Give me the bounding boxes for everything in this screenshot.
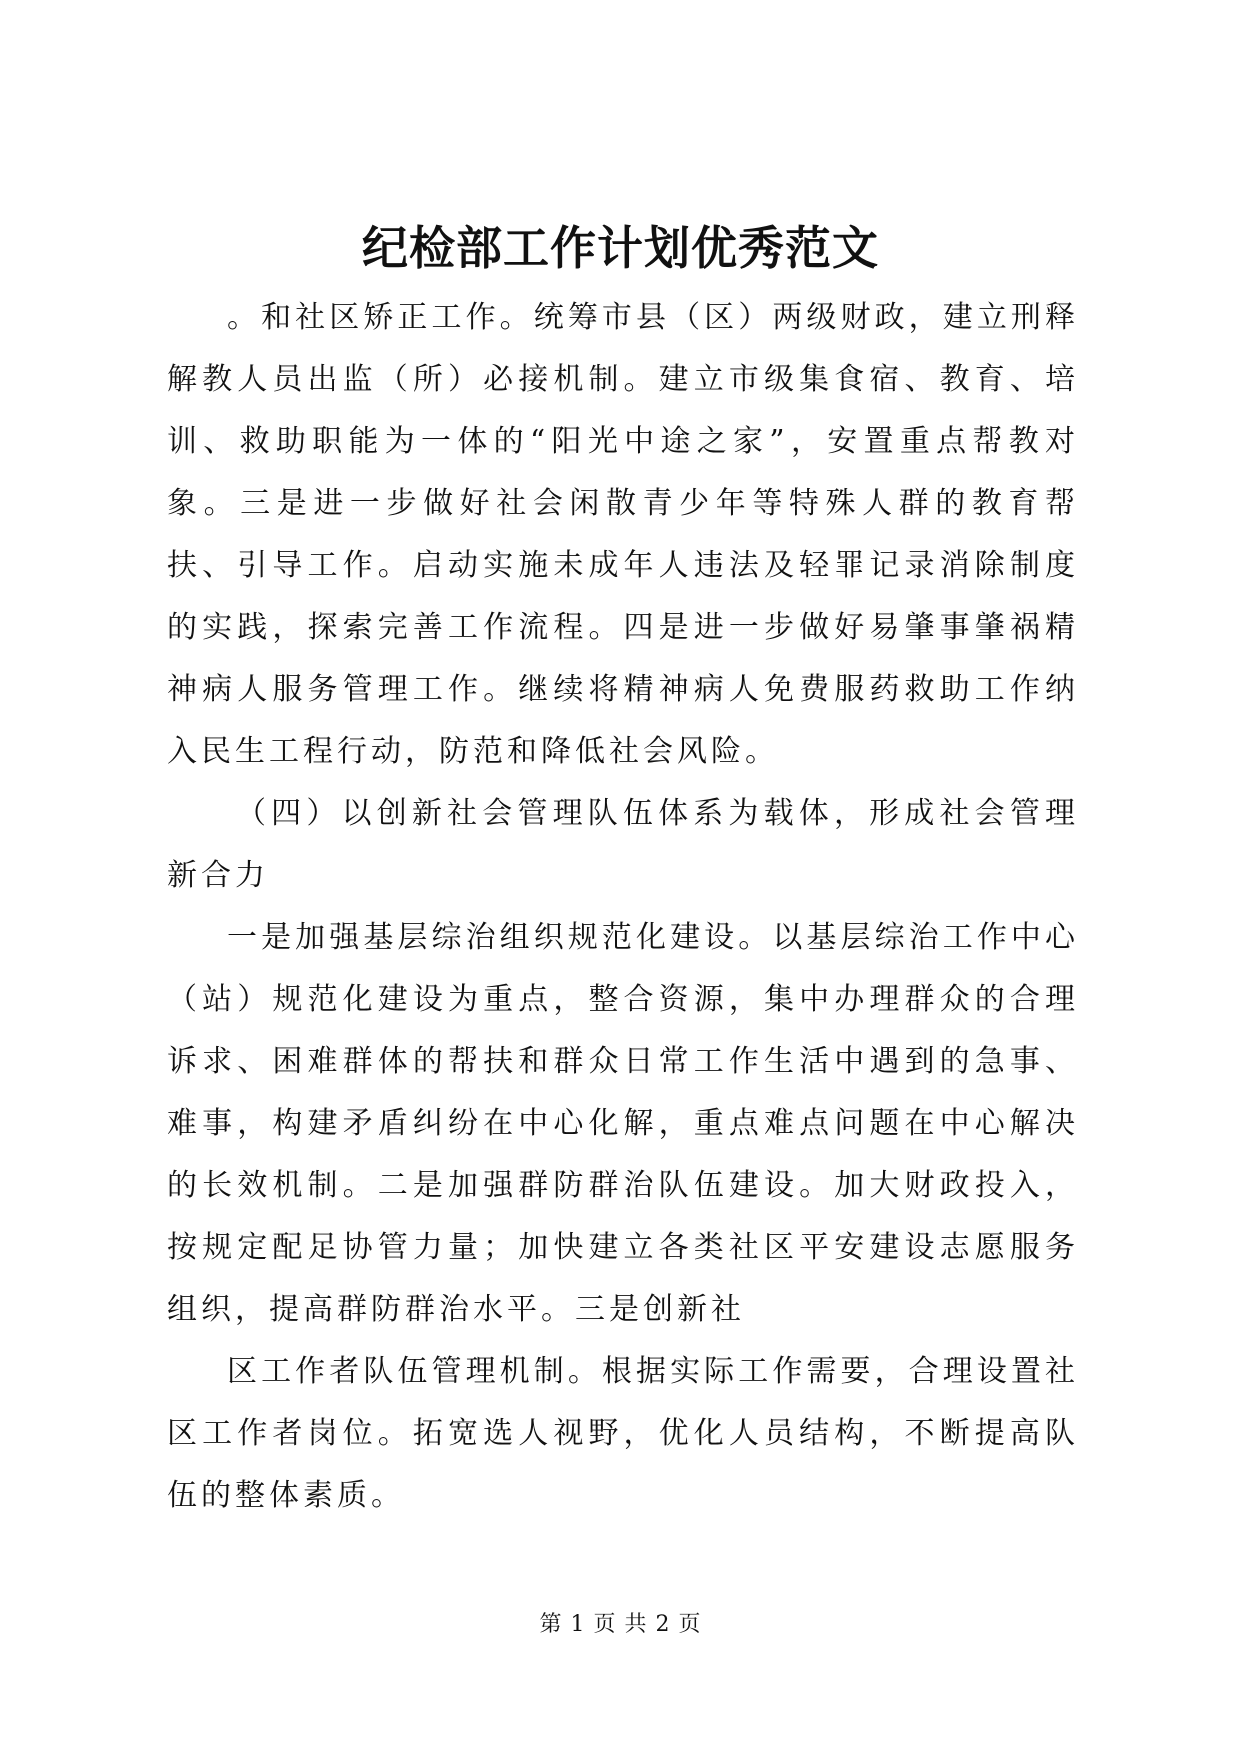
paragraph-3: 区工作者队伍管理机制。根据实际工作需要，合理设置社区工作者岗位。拓宽选人视野，优化人员结构，不断提高队伍的整体素质。	[167, 1354, 1079, 1513]
section-heading-4: （四）以创新社会管理队伍体系为载体，形成社会管理新合力	[167, 796, 1079, 893]
paragraph-1: 。和社区矫正工作。统筹市县（区）两级财政，建立刑释解教人员出监（所）必接机制。建立市级集食宿、教育、培训、救助职能为一体的“阳光中途之家”，安置重点帮教对象。三是进一步做好社会闲散青少年等特殊人群的教育帮扶、引导工作。启动实施未成年人违法及轻罪记录消除制度的实践，探索完善工作流程。四是进一步做好易肇事肇祸精神病人服务管理工作。继续将精神病人免费服药救助工作纳入民生工程行动，防范和降低社会风险。	[167, 300, 1079, 769]
document-body	[167, 287, 1079, 1527]
page-footer: 第 1 页 共 2 页	[539, 1612, 702, 1637]
paragraph-2: 一是加强基层综治组织规范化建设。以基层综治工作中心（站）规范化建设为重点，整合资源，集中办理群众的合理诉求、困难群体的帮扶和群众日常工作生活中遇到的急事、难事，构建矛盾纠纷在中心化解，重点难点问题在中心解决的长效机制。二是加强群防群治队伍建设。加大财政投入，按规定配足协管力量；加快建立各类社区平安建设志愿服务组织，提高群防群治水平。三是创新社	[167, 920, 1079, 1327]
document-title: 纪检部工作计划优秀范文	[362, 221, 879, 275]
